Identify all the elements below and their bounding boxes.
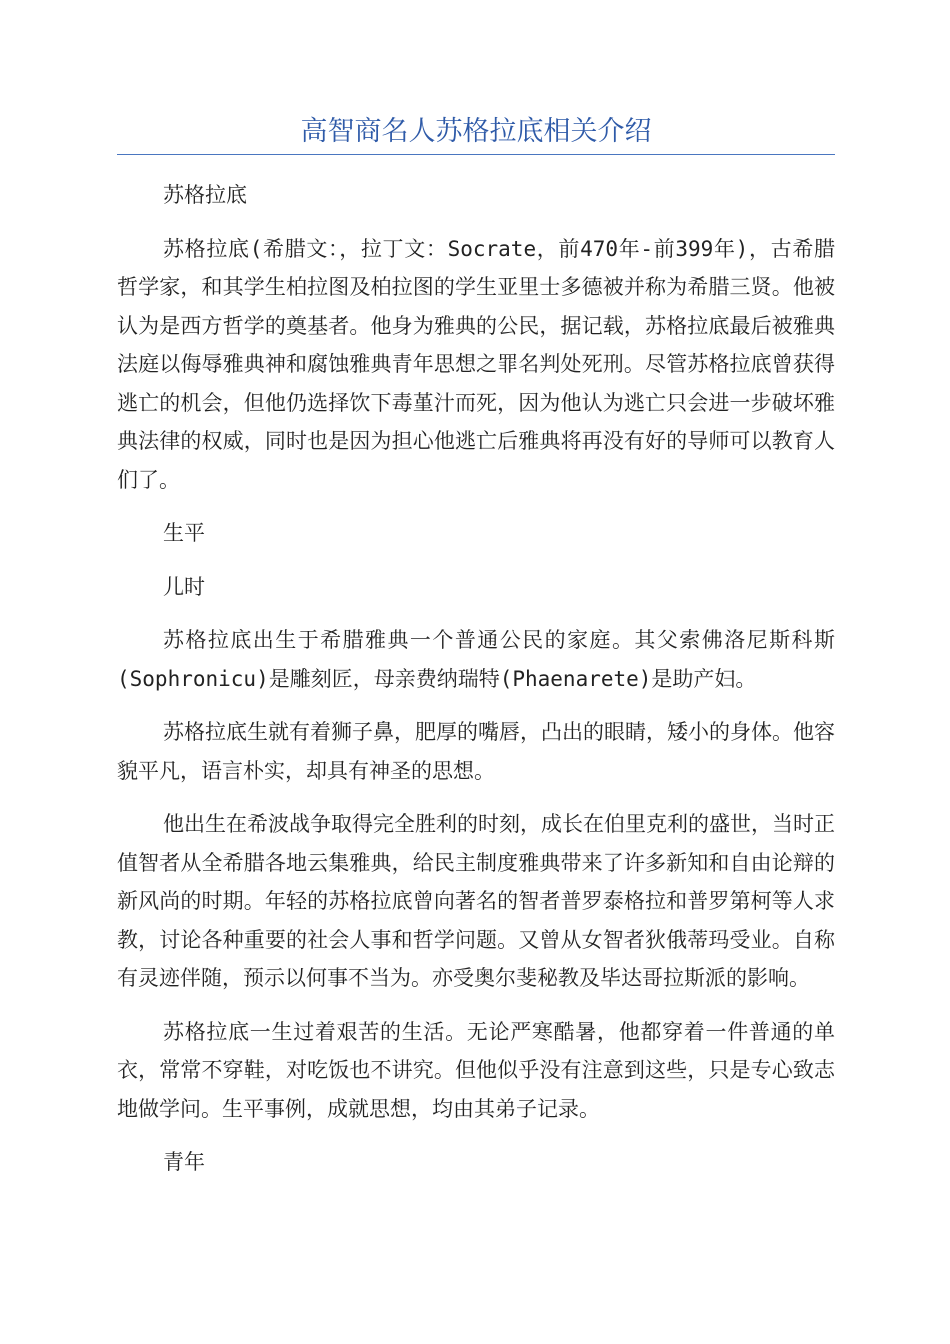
paragraph-lifestyle: 苏格拉底一生过着艰苦的生活。无论严寒酷暑，他都穿着一件普通的单衣，常常不穿鞋，对吃饭也不讲究。但他似乎没有注意到这些，只是专心致志地做学问。生平事例，成就思想，均由其弟子记录。 [117, 1019, 835, 1121]
title-underline [117, 154, 835, 155]
section-heading-name: 苏格拉底 [163, 183, 247, 207]
paragraph-intro: 苏格拉底(希腊文：，拉丁文：Socrate，前470年-前399年)，古希腊哲学家，和其学生柏拉图及柏拉图的学生亚里士多德被并称为希腊三贤。他被认为是西方哲学的奠基者。他身为雅典的公民，据记载，苏格拉底最后被雅典法庭以侮辱雅典神和腐蚀雅典青年思想之罪名判处死刑。尽管苏格拉底曾获得逃亡的机会，但他仍选择饮下毒堇汁而死，因为他认为逃亡只会进一步破坏雅典法律的权威，同时也是因为担心他逃亡后雅典将再没有好的导师可以教育人们了。 [117, 236, 835, 492]
document-page [117, 110, 835, 1197]
paragraph-family: 苏格拉底出生于希腊雅典一个普通公民的家庭。其父索佛洛尼斯科斯(Sophronicu)是雕刻匠，母亲费纳瑞特(Phaenarete)是助产妇。 [117, 628, 835, 691]
paragraph-era: 他出生在希波战争取得完全胜利的时刻，成长在伯里克利的盛世，当时正值智者从全希腊各地云集雅典，给民主制度雅典带来了许多新知和自由论辩的新风尚的时期。年轻的苏格拉底曾向著名的智者普罗泰格拉和普罗第柯等人求教，讨论各种重要的社会人事和哲学问题。又曾从女智者狄俄蒂玛受业。自称有灵迹伴随，预示以何事不当为。亦受奥尔斐秘教及毕达哥拉斯派的影响。 [117, 812, 835, 990]
paragraph-appearance: 苏格拉底生就有着狮子鼻，肥厚的嘴唇，凸出的眼睛，矮小的身体。他容貌平凡，语言朴实，却具有神圣的思想。 [117, 720, 835, 783]
document-title: 高智商名人苏格拉底相关介绍 [300, 116, 652, 147]
section-heading-childhood: 儿时 [163, 574, 205, 599]
document-body [117, 176, 835, 1182]
section-heading-life: 生平 [163, 521, 205, 545]
section-heading-youth: 青年 [163, 1150, 205, 1174]
